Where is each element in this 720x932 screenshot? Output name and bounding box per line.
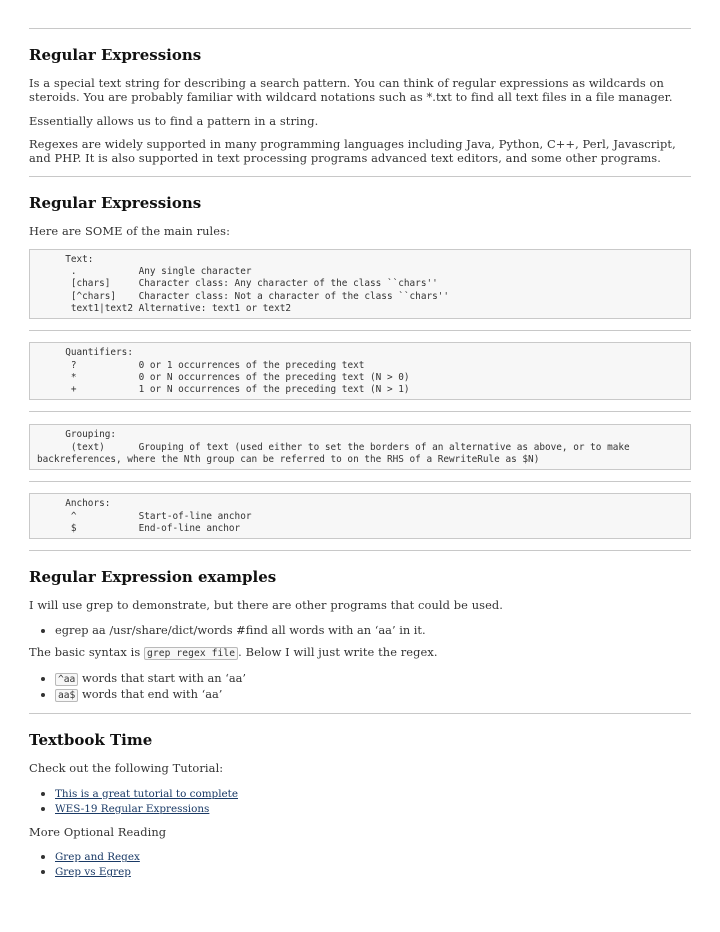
syntax-text-before: The basic syntax is (29, 645, 145, 660)
code-block-grouping: Grouping: (text) Grouping of text (used either to set the borders of an alternative as above, or to make backreferences, where the Nth group can be referred to on the RHS of a RewriteRule as $N) (29, 424, 691, 470)
wes19-link[interactable]: WES-19 Regular Expressions (55, 802, 210, 815)
list-item (55, 687, 691, 703)
list-item (55, 801, 691, 816)
section-title: Regular Expression examples (29, 568, 277, 587)
bullet-list (29, 623, 691, 637)
grep-regex-link[interactable]: Grep and Regex (55, 851, 140, 864)
paragraph: Regexes are widely supported in many programming languages including Java, Python, C++, Perl, Javascript, and PHP. It is also supported in text processing programs advanced text editors, and some other programs. (29, 137, 676, 166)
example-text: words that end with ‘aa’ (78, 686, 223, 701)
inline-code: grep regex file (144, 647, 238, 660)
section-title: Textbook Time (29, 730, 153, 749)
section-title: Regular Expressions (29, 193, 202, 212)
tutorial-link[interactable]: This is a great tutorial to complete (55, 787, 238, 800)
inline-code: aa$ (55, 689, 78, 702)
list-item: • egrep aa /usr/share/dict/words #find all words with an ‘aa’ in it. (55, 623, 691, 637)
link-list (29, 786, 691, 816)
list-item (55, 849, 691, 864)
paragraph: Here are SOME of the main rules: (29, 223, 231, 238)
paragraph: Essentially allows us to find a pattern in a string. (29, 113, 319, 128)
code-block-text-rules: Text: . Any single character [chars] Character class: Any character of the class ``chars'' [^chars] Character class: Not a character of the class ``chars'' text1|text2 Alternative: text1 or text2 (29, 249, 691, 319)
inline-code: ^aa (55, 673, 78, 686)
list-item (55, 671, 691, 687)
example-text: words that start with an ‘aa’ (78, 670, 247, 685)
syntax-text-after: . Below I will just write the regex. (238, 645, 438, 660)
bullet-list (29, 671, 691, 703)
syntax-paragraph (29, 646, 691, 661)
grep-egrep-link[interactable]: Grep vs Egrep (55, 866, 131, 879)
paragraph: More Optional Reading (29, 824, 167, 839)
code-block-quantifiers: Quantifiers: ? 0 or 1 occurrences of the preceding text * 0 or N occurrences of the preceding text (N > 0) + 1 or N occurrences of the preceding text (N > 1) (29, 342, 691, 400)
paragraph: Check out the following Tutorial: (29, 760, 224, 775)
list-item (55, 786, 691, 801)
code-block-anchors: Anchors: ^ Start-of-line anchor $ End-of-line anchor (29, 493, 691, 539)
paragraph: Is a special text string for describing a search pattern. You can think of regular expressions as wildcards on steroids. You are probably familiar with wildcard notations such as *.txt to find all text files in a file manager. (29, 76, 673, 104)
section-title: Regular Expressions (29, 46, 202, 64)
paragraph: I will use grep to demonstrate, but there are other programs that could be used. (29, 598, 504, 613)
link-list (29, 849, 691, 879)
list-item (55, 864, 691, 879)
